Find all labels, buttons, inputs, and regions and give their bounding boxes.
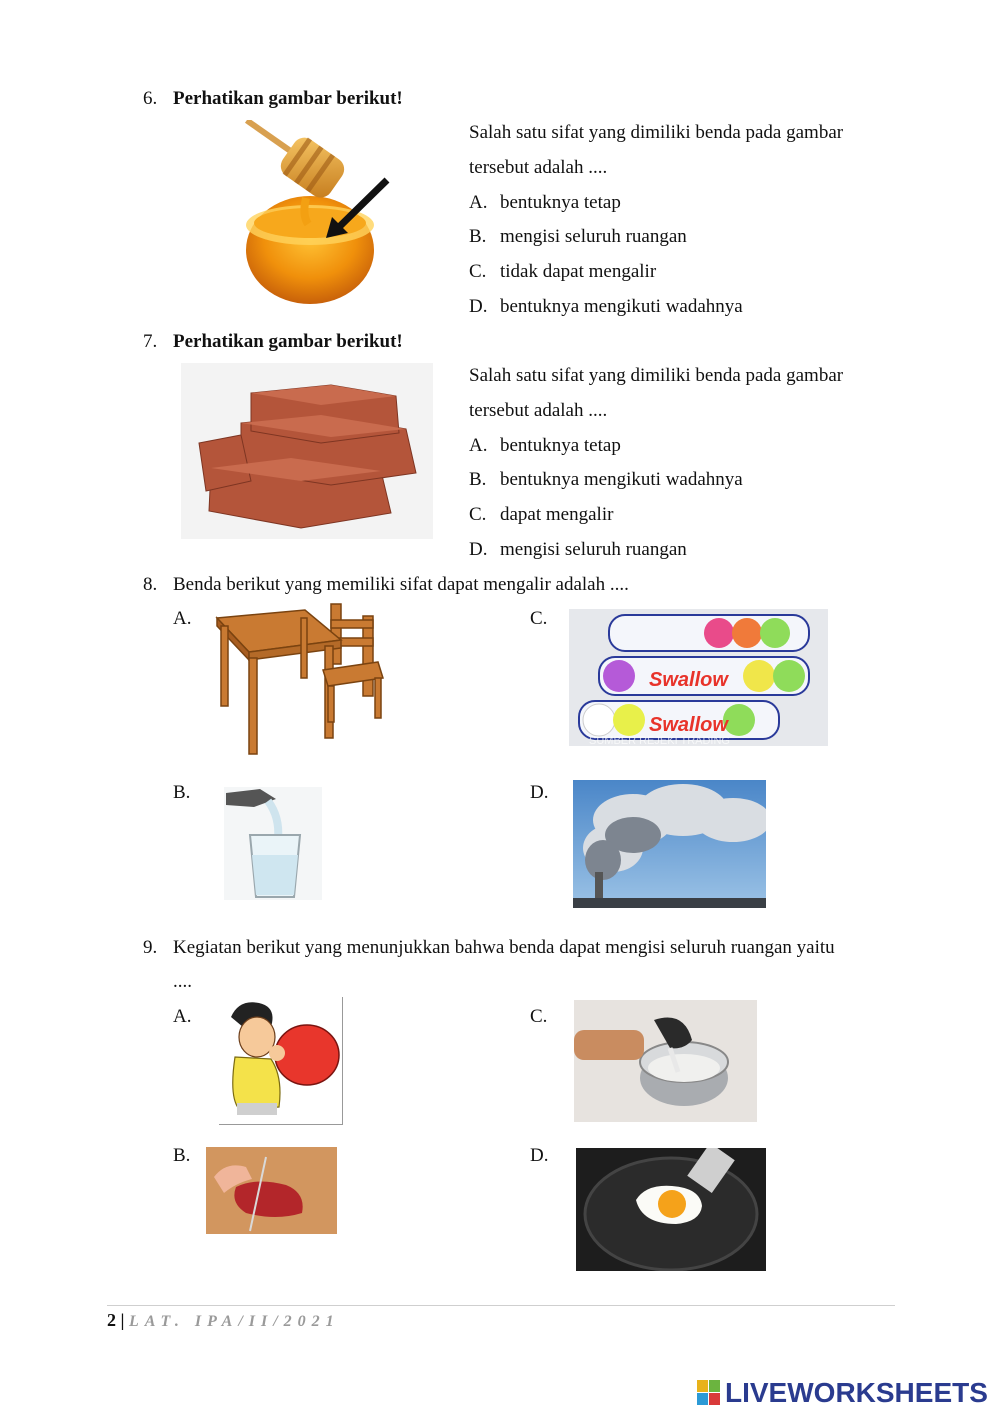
q6-option-c-letter: C. [469,261,487,282]
q8-label-c[interactable]: C. [530,608,548,629]
page-number: 2 [107,1310,116,1330]
smoke-image[interactable] [573,780,766,908]
footer [107,1310,340,1331]
q6-option-b-text[interactable]: mengisi seluruh ruangan [500,226,687,247]
q6-stem-line2: tersebut adalah .... [469,157,608,178]
q7-option-a-letter: A. [469,435,488,456]
q7-option-c-letter: C. [469,504,487,525]
balloon-boy-image[interactable] [219,997,343,1125]
balls-image[interactable] [569,609,828,746]
q6-option-d-text[interactable]: bentuknya mengikuti wadahnya [500,296,743,317]
q7-stem-line1: Salah satu sifat yang dimiliki benda pada gambar [469,365,844,386]
logo-grid-icon [697,1380,721,1406]
bricks-image [181,363,433,539]
q7-option-a-text[interactable]: bentuknya tetap [500,435,621,456]
pot-image[interactable] [574,1000,757,1122]
q9-stem-line1: Kegiatan berikut yang menunjukkan bahwa benda dapat mengisi seluruh ruangan yaitu [173,937,835,958]
balls-watermark: SUMBER REJEKI TRADING [589,735,730,746]
q7-option-c-text[interactable]: dapat mengalir [500,504,614,525]
logo-text: LIVEWORKSHEETS [725,1377,988,1408]
q9-number: 9. [143,937,158,958]
frying-egg-image[interactable] [576,1148,766,1271]
q9-label-a[interactable]: A. [173,1006,192,1027]
q6-stem-line1: Salah satu sifat yang dimiliki benda pada gambar [469,122,844,143]
q9-label-b[interactable]: B. [173,1145,191,1166]
q6-number: 6. [143,88,158,109]
q8-label-a[interactable]: A. [173,608,192,629]
q6-option-d-letter: D. [469,296,488,317]
q6-option-a-text[interactable]: bentuknya tetap [500,192,621,213]
balls-brand-2: Swallow [649,714,728,736]
q7-option-b-text[interactable]: bentuknya mengikuti wadahnya [500,469,743,490]
cutting-meat-image[interactable] [206,1147,337,1234]
balls-brand-1: Swallow [649,669,728,691]
q7-stem-line2: tersebut adalah .... [469,400,608,421]
q8-stem: Benda berikut yang memiliki sifat dapat mengalir adalah .... [173,574,629,595]
q8-label-d[interactable]: D. [530,782,549,803]
honey-image [222,120,396,310]
q9-label-d[interactable]: D. [530,1145,549,1166]
q8-number: 8. [143,574,158,595]
water-glass-image[interactable] [224,787,322,900]
q7-heading: Perhatikan gambar berikut! [173,331,403,352]
q7-option-d-letter: D. [469,539,488,560]
q9-stem-line2: .... [173,971,192,992]
q7-number: 7. [143,331,158,352]
q7-option-b-letter: B. [469,469,487,490]
q6-option-a-letter: A. [469,192,488,213]
q6-heading: Perhatikan gambar berikut! [173,88,403,109]
q8-label-b[interactable]: B. [173,782,191,803]
footer-separator: | [120,1310,125,1330]
q7-option-d-text[interactable]: mengisi seluruh ruangan [500,539,687,560]
q6-option-c-text[interactable]: tidak dapat mengalir [500,261,657,282]
footer-divider [107,1305,895,1306]
table-chairs-image[interactable] [213,600,389,758]
q9-label-c[interactable]: C. [530,1006,548,1027]
q6-option-b-letter: B. [469,226,487,247]
footer-code: LAT. IPA/II/2021 [128,1313,340,1330]
